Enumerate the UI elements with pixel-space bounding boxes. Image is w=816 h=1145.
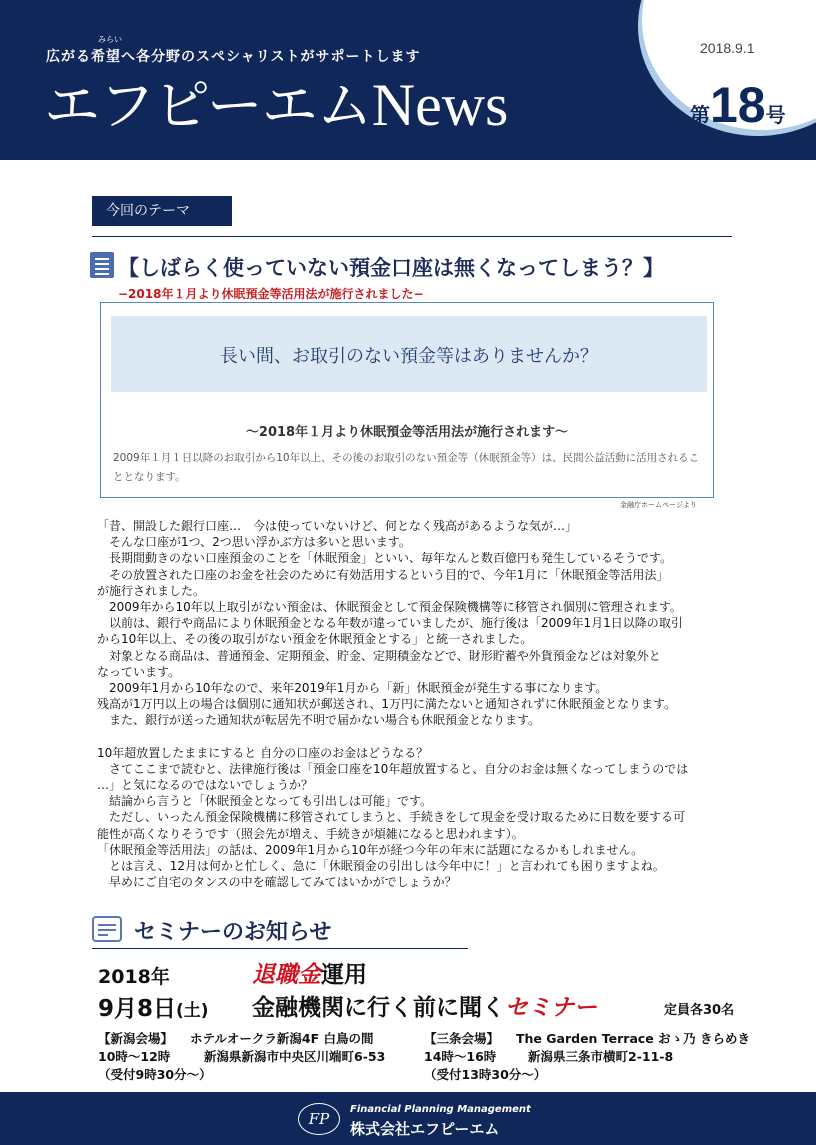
article-line: また、銀行が送った通知状が転居先不明で届かない場合も休眠預金となります。 [97, 713, 541, 728]
article-line: その放置された口座のお金を社会のために有効活用するという目的で、今年1月に「休眠預金等活用法」 [97, 567, 669, 582]
venue2-name: The Garden Terrace おゝ乃 きらめき [516, 1031, 750, 1046]
company-name-en: Financial Planning Management [350, 1104, 531, 1115]
article-line [97, 728, 737, 744]
seminar-date-dow: (土) [176, 1001, 209, 1021]
seminar-title-line1 [252, 956, 367, 989]
article-line: ただし、いったん預金保険機構に移管されてしまうと、手続きをして現金を受け取るために日数を要する可 [97, 810, 686, 825]
seminar-date [98, 990, 209, 1023]
callout-body: 2009年１月１日以降のお取引から10年以上、その後のお取引のない預金等（休眠預金等）は、民間公益活動に活用されることとなります。 [113, 452, 700, 483]
article-line: 対象となる商品は、普通預金、定期預金、貯金、定期積金などで、財形貯蓄や外貨預金などは対象外と [97, 648, 661, 663]
theme-tag: 今回のテーマ [92, 196, 232, 226]
article-line: が施行されました。 [97, 583, 206, 598]
article-line: さてここまで読むと、法律施行後は「預金口座を10年超放置すると、自分のお金は無くなってしまうのでは [97, 761, 689, 776]
article-line: 2009年から10年以上取引がない預金は、休眠預金として預金保険機構等に移管され個別に管理されます。 [97, 599, 682, 614]
callout-source: 金融庁ホームページより [620, 501, 697, 509]
document-icon [90, 252, 114, 278]
article-line: 長期間動きのない口座預金のことを「休眠預金」といい、毎年なんと数百億円も発生しているそうです。 [97, 551, 673, 566]
article-line: から10年以上、その後の取引がない預金を休眠預金とする」と統一されました。 [97, 632, 533, 647]
article-line: 能性が高くなりそうです（照会先が増え、手続きが煩雑になると思われます）。 [97, 826, 524, 841]
venue1-time: 10時～12時 [98, 1049, 171, 1064]
notice-icon [92, 916, 122, 942]
seminar-divider [92, 948, 468, 949]
article-line: 2009年1月から10年なので、来年2019年1月から「新」休眠預金が発生する事になります。 [97, 680, 608, 695]
title-highlight: 退職金 [252, 961, 321, 988]
article-line: 結論から言うと「休眠預金となっても引出しは可能」です。 [97, 794, 433, 809]
article-line: 「休眠預金等活用法」の話は、2009年1月から10年が経つ今年の年末に話題になるかもしれません。 [97, 842, 644, 857]
article-line: 以前は、銀行や商品により休眠預金となる年数が違っていましたが、施行後は「2009年1月1日以降の取引 [97, 616, 683, 631]
title-rest: 運用 [321, 961, 367, 988]
venue1-label: 【新潟会場】 [98, 1031, 174, 1046]
issue-date: 2018.9.1 [700, 40, 755, 56]
venue2-time: 14時～16時 [424, 1049, 497, 1064]
callout-question: 長い間、お取引のない預金等はありませんか？ [220, 346, 598, 367]
seminar-date-day: 9月8日 [98, 996, 177, 1022]
venue1-address: 新潟県新潟市中央区川端町6-53 [204, 1049, 386, 1064]
theme-divider [92, 236, 732, 237]
issue-prefix: 第 [690, 103, 710, 127]
seminar-heading: セミナーのお知らせ [134, 920, 332, 945]
callout-heading: ～2018年１月より休眠預金等活用法が施行されます～ [245, 425, 569, 440]
company-name-jp: 株式会社エフピーエム [350, 1120, 500, 1138]
issue-number [690, 76, 786, 134]
venue1-reception: （受付9時30分～） [98, 1067, 212, 1082]
callout-band [111, 316, 707, 392]
article-line: 残高が1万円以上の場合は個別に通知状が郵送され、1万円に満たないと通知されずに休眠預金となります。 [97, 697, 677, 712]
title2-main: 金融機関に行く前に聞く [252, 994, 505, 1021]
title2-highlight: セミナー [505, 994, 597, 1021]
venue1-name: ホテルオークラ新潟4F 白鳥の間 [190, 1031, 374, 1046]
seminar-capacity: 定員各30名 [664, 1003, 735, 1018]
article-line: なっています。 [97, 664, 181, 679]
seminar-title-line2 [252, 989, 597, 1022]
article-line: …」と気になるのではないでしょうか？ [97, 778, 314, 792]
venue2-address: 新潟県三条市横町2-11-8 [528, 1049, 674, 1064]
article-line: そんな口座が1つ、2つ思い浮かぶ方は多いと思います。 [97, 535, 411, 550]
brand-en: News [371, 72, 509, 138]
article-line: 「昔、開設した銀行口座… 今は使っていないけど、何となく残高があるような気が…」 [97, 519, 578, 533]
company-logo: FP [298, 1103, 340, 1135]
article-body [97, 518, 737, 890]
theme-title: 【しばらく使っていない預金口座は無くなってしまう？】 [118, 256, 664, 280]
venue2-reception: （受付13時30分～） [424, 1067, 547, 1082]
article-line: 早めにご自宅のタンスの中を確認してみてはいかがでしょうか？ [97, 875, 457, 890]
venue2-label: 【三条会場】 [424, 1031, 500, 1046]
seminar-year: 2018年 [98, 966, 170, 988]
article-line: とは言え、12月は何かと忙しく、急に「休眠預金の引出しは今年中に！」と言われても困りますよね。 [97, 858, 665, 873]
tagline: 広がる希望へ各分野のスペシャリストがサポートします [46, 49, 421, 65]
newsletter-title [44, 70, 508, 142]
callout-box [100, 302, 714, 498]
issue-suffix: 号 [765, 103, 786, 127]
theme-subtitle: −2018年１月より休眠預金等活用法が施行されました− [118, 287, 424, 301]
brand-jp: エフピーエム [44, 74, 372, 139]
tagline-ruby: みらい [98, 35, 122, 44]
issue-value: 18 [710, 77, 766, 133]
article-line: 10年超放置したままにすると 自分の口座のお金はどうなる？ [97, 745, 429, 760]
